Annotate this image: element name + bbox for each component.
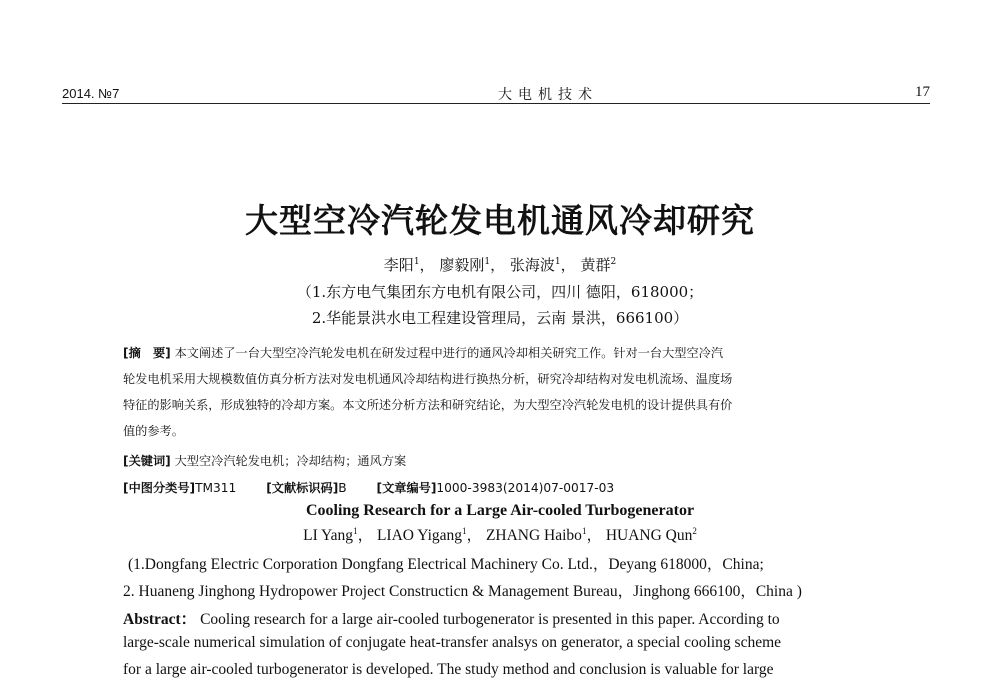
document-code-label: [文献标识码]	[266, 481, 339, 495]
affiliation-en-2: 2. Huaneng Jinghong Hydropower Project Constructicn & Management Bureau，Jinghong 666100，China )	[123, 583, 802, 600]
author-en: LI Yang	[303, 527, 354, 544]
author-affiliation-mark: 2	[692, 525, 697, 536]
abstract-en-label: Abstract：	[123, 611, 197, 628]
author-affiliation-mark: 1	[554, 257, 561, 267]
keywords-cn	[123, 452, 406, 469]
author-cn: 李阳	[383, 256, 414, 274]
abstract-cn-line-2: 轮发电机采用大规模数值仿真分析方法对发电机通风冷却结构进行换热分析，研究冷却结构对发电机流场、温度场	[123, 372, 733, 386]
abstract-cn-label: [摘 要]	[123, 346, 171, 360]
affiliation-cn-2: 2.华能景洪水电工程建设管理局，云南 景洪，666100）	[311, 309, 689, 327]
document-code-value: B	[338, 481, 347, 495]
author-separator: ，	[357, 527, 374, 544]
author-separator: ，	[490, 256, 506, 274]
author-affiliation-mark: 1	[413, 257, 420, 267]
journal-header	[62, 84, 930, 104]
article-number-value: 1000-3983(2014)07-0017-03	[436, 481, 615, 495]
paper-title-en: Cooling Research for a Large Air-cooled Turbogenerator	[305, 502, 695, 519]
author-affiliation-mark: 1	[484, 257, 491, 267]
clc-label: [中图分类号]	[123, 481, 196, 495]
keywords-cn-label: [关键词]	[123, 454, 171, 468]
clc-value: TM311	[195, 481, 237, 495]
author-en: ZHANG Haibo	[485, 527, 582, 544]
author-separator: ，	[560, 256, 576, 274]
author-en: HUANG Qun	[605, 527, 693, 544]
keywords-cn-text: 大型空冷汽轮发电机；冷却结构；通风方案	[174, 454, 407, 468]
author-affiliation-mark: 1	[581, 525, 587, 536]
abstract-cn-line-3: 特征的影响关系，形成独特的冷却方案。本文所述分析方法和研究结论，为大型空冷汽轮发电机的设计提供具有价	[123, 398, 733, 412]
abstract-en-line-1	[123, 607, 780, 629]
author-cn: 黄群	[580, 256, 611, 274]
abstract-cn-line-1	[123, 344, 723, 361]
paper-title-cn: 大型空冷汽轮发电机通风冷却研究	[245, 201, 755, 240]
abstract-en-text: Cooling research for a large air-cooled turbogenerator is presented in this paper. According to	[200, 611, 780, 628]
author-cn: 廖毅刚	[439, 256, 485, 274]
issue-number: 2014. №7	[62, 86, 120, 101]
author-affiliation-mark: 1	[462, 525, 467, 536]
authors-cn	[0, 254, 1000, 275]
author-cn: 张海波	[509, 256, 555, 274]
abstract-en-line-2: large-scale numerical simulation of conjugate heat-transfer analsys on generator, a special cooling scheme	[123, 634, 782, 651]
header-rule	[62, 103, 930, 104]
author-en: LIAO Yigang	[376, 527, 463, 544]
article-number-label: [文章编号]	[376, 481, 437, 495]
abstract-cn-line-4: 值的参考。	[123, 424, 184, 438]
author-separator: ，	[466, 527, 483, 544]
affiliation-cn-1: （1.东方电气集团东方电机有限公司，四川 德阳，618000；	[296, 283, 704, 301]
author-affiliation-mark: 1	[353, 525, 358, 536]
author-affiliation-mark: 2	[610, 257, 617, 267]
page-number: 17	[915, 84, 930, 100]
abstract-en-line-3: for a large air-cooled turbogenerator is developed. The study method and conclusion is valuable for large	[123, 661, 774, 678]
authors-en	[0, 523, 1000, 545]
classification-line	[123, 479, 614, 496]
affiliation-en-1: (1.Dongfang Electric Corporation Dongfang Electrical Machinery Co. Ltd.，Deyang 618000，China;	[128, 556, 764, 573]
author-separator: ，	[419, 256, 435, 274]
journal-name: 大电机技术	[498, 87, 598, 103]
abstract-cn-text: 本文阐述了一台大型空冷汽轮发电机在研发过程中进行的通风冷却相关研究工作。针对一台大型空冷汽	[174, 346, 724, 360]
author-separator: ，	[586, 527, 602, 544]
